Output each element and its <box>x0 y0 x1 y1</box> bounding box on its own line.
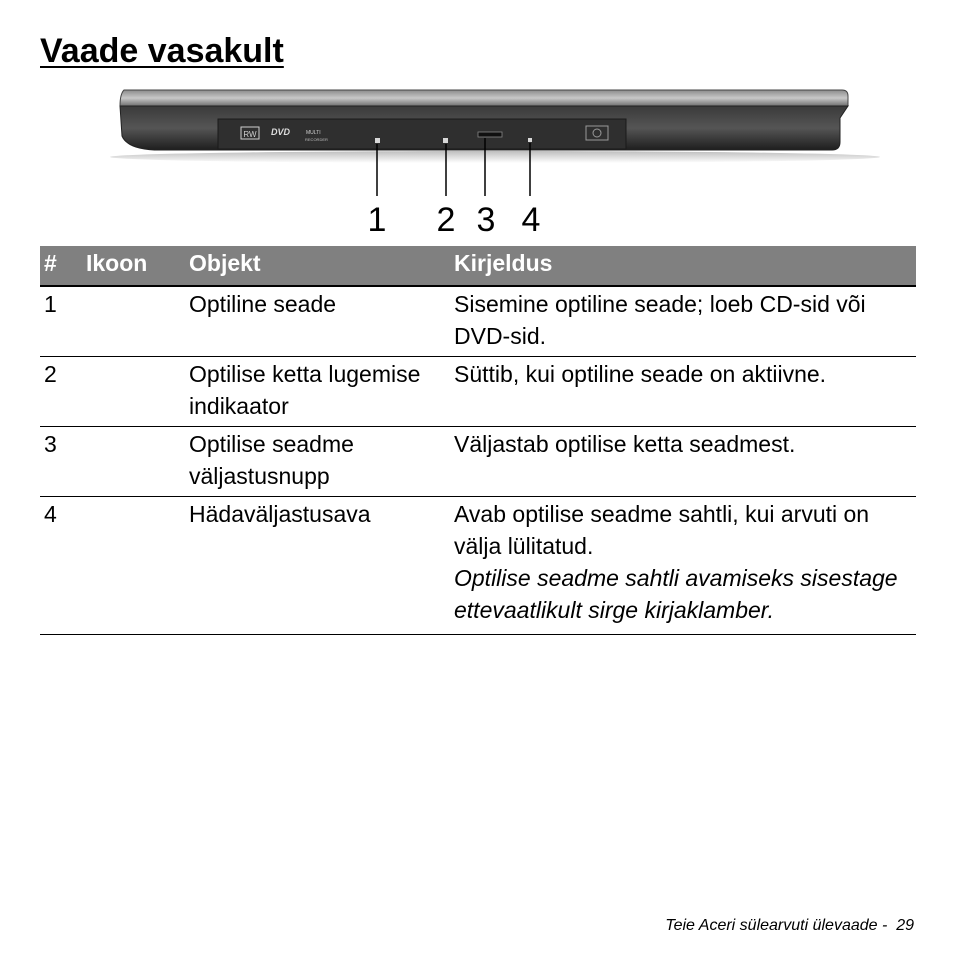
row-object: Optilise ketta lugemise indikaator <box>185 357 450 427</box>
table-row <box>40 357 916 427</box>
recorder-logo-text: RECORDER <box>305 137 328 142</box>
row-num: 2 <box>40 357 82 427</box>
row-note: Optilise seadme sahtli avamiseks sisestage ettevaatlikult sirge kirjaklamber. <box>454 565 898 623</box>
row-description: Avab optilise seadme sahtli, kui arvuti on välja lülitatud. <box>454 501 870 559</box>
eject-button <box>478 132 502 137</box>
ports-table <box>40 246 916 635</box>
led-indicator <box>443 138 448 143</box>
table-row <box>40 286 916 357</box>
row-icon <box>82 497 185 635</box>
callout-number-1: 1 <box>367 201 387 239</box>
row-description: Süttib, kui optiline seade on aktiivne. <box>450 357 916 427</box>
rw-logo-text: RW <box>243 130 257 139</box>
callout-number-3: 3 <box>476 201 496 239</box>
row-num: 4 <box>40 497 82 635</box>
table-header <box>40 246 916 286</box>
callout-number-4: 4 <box>521 201 541 239</box>
row-icon <box>82 357 185 427</box>
header-object: Objekt <box>185 246 450 286</box>
row-description-cell <box>450 497 916 635</box>
emergency-eject-hole <box>528 138 532 142</box>
row-num: 1 <box>40 286 82 357</box>
page-number: 29 <box>896 917 914 934</box>
callout-number-2: 2 <box>436 201 456 239</box>
table-row <box>40 497 916 635</box>
optical-drive-feature <box>375 138 380 143</box>
floor-shadow <box>110 151 880 163</box>
header-icon: Ikoon <box>82 246 185 286</box>
table-body <box>40 286 916 635</box>
row-object: Hädaväljastusava <box>185 497 450 635</box>
row-description: Sisemine optiline seade; loeb CD-sid või DVD-sid. <box>450 286 916 357</box>
dvd-logo-text: DVD <box>271 127 291 137</box>
page-title: Vaade vasakult <box>40 32 284 70</box>
row-object: Optilise seadme väljastusnupp <box>185 427 450 497</box>
footer-text: Teie Aceri sülearvuti ülevaade - <box>665 917 888 934</box>
row-num: 3 <box>40 427 82 497</box>
row-icon <box>82 286 185 357</box>
page-footer <box>665 917 914 935</box>
row-icon <box>82 427 185 497</box>
row-description: Väljastab optilise ketta seadmest. <box>450 427 916 497</box>
laptop-lid <box>120 90 848 106</box>
multi-logo-text: MULTI <box>306 130 321 136</box>
laptop-left-side-figure <box>100 84 880 244</box>
header-description: Kirjeldus <box>450 246 916 286</box>
row-object: Optiline seade <box>185 286 450 357</box>
table-row <box>40 427 916 497</box>
header-num: # <box>40 246 82 286</box>
table-header-row <box>40 246 916 286</box>
